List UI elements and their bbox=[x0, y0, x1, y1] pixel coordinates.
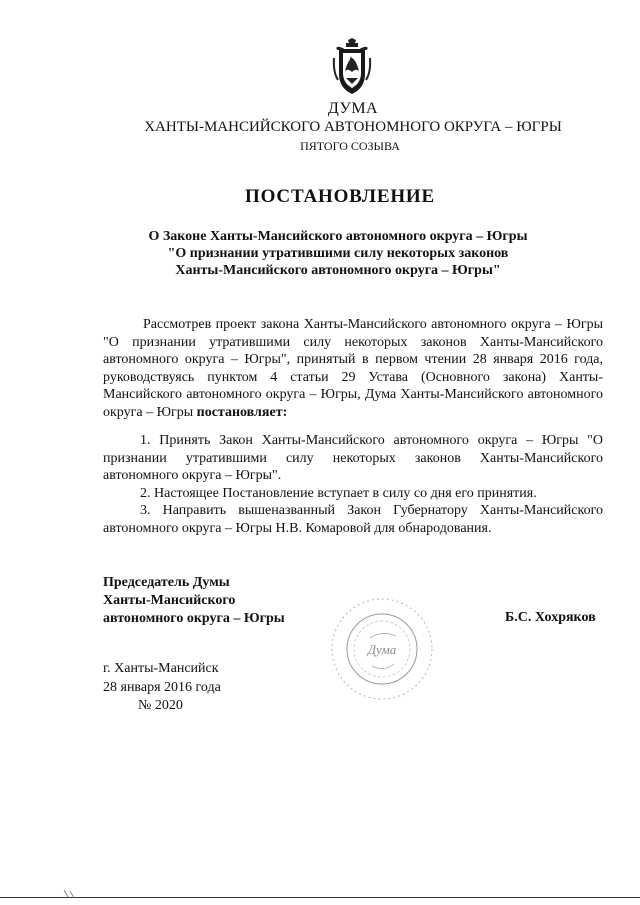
signatory-title-line: автономного округа – Югры bbox=[103, 611, 285, 626]
official-stamp-icon bbox=[326, 590, 438, 708]
scan-mark-icon bbox=[62, 888, 82, 900]
decision-word: постановляет: bbox=[196, 404, 288, 420]
subject-line: Ханты-Мансийского автономного округа – Югры" bbox=[175, 263, 501, 278]
coat-of-arms-emblem-icon bbox=[331, 38, 373, 96]
subject-line: "О признании утратившими силу некоторых законов bbox=[167, 246, 509, 261]
resolution-item: 1. Принять Закон Ханты-Мансийского автономного округа – Югры "О признании утратившими силу некоторых законов Ханты-Мансийского автономного округа – Югры". bbox=[103, 433, 603, 483]
city: г. Ханты-Мансийск bbox=[103, 661, 219, 676]
org-title: ДУМА bbox=[327, 100, 379, 117]
org-region: ХАНТЫ-МАНСИЙСКОГО АВТОНОМНОГО ОКРУГА – ЮГРЫ bbox=[144, 119, 562, 135]
intro-paragraph bbox=[103, 316, 603, 421]
resolution-item: 2. Настоящее Постановление вступает в силу со дня его принятия. bbox=[140, 485, 537, 501]
intro-text: Рассмотрев проект закона Ханты-Мансийского автономного округа – Югры "О признании утратившими силу некоторых законов Ханты-Мансийского автономного округа – Югры", принятый в первом чтении 28 января 2016 года, руководствуясь пунктом 4 статьи 29 Устава (Основного закона) Ханты-Мансийского автономного округа – Югры, Дума Ханты-Мансийского автономного округа – Югры bbox=[103, 317, 603, 420]
signatory-title-line: Ханты-Мансийского bbox=[103, 593, 236, 608]
signatory-name: Б.С. Хохряков bbox=[505, 610, 596, 625]
stamp-text: Дума bbox=[367, 642, 397, 657]
document-type-heading: ПОСТАНОВЛЕНИЕ bbox=[245, 186, 435, 207]
resolution-items bbox=[103, 432, 603, 537]
signatory-title-line: Председатель Думы bbox=[103, 575, 230, 590]
place-date-block bbox=[103, 660, 221, 716]
footer-rule bbox=[0, 897, 640, 898]
signatory-title bbox=[103, 574, 285, 628]
resolution-item: 3. Направить вышеназванный Закон Губернатору Ханты-Мансийского автономного округа – Югры Н.В. Комаровой для обнародования. bbox=[103, 503, 603, 536]
document-number: № 2020 bbox=[138, 698, 183, 713]
org-convocation: ПЯТОГО СОЗЫВА bbox=[300, 139, 400, 153]
document-subject bbox=[18, 228, 640, 279]
date: 28 января 2016 года bbox=[103, 679, 221, 695]
subject-line: О Законе Ханты-Мансийского автономного округа – Югры bbox=[148, 229, 528, 244]
